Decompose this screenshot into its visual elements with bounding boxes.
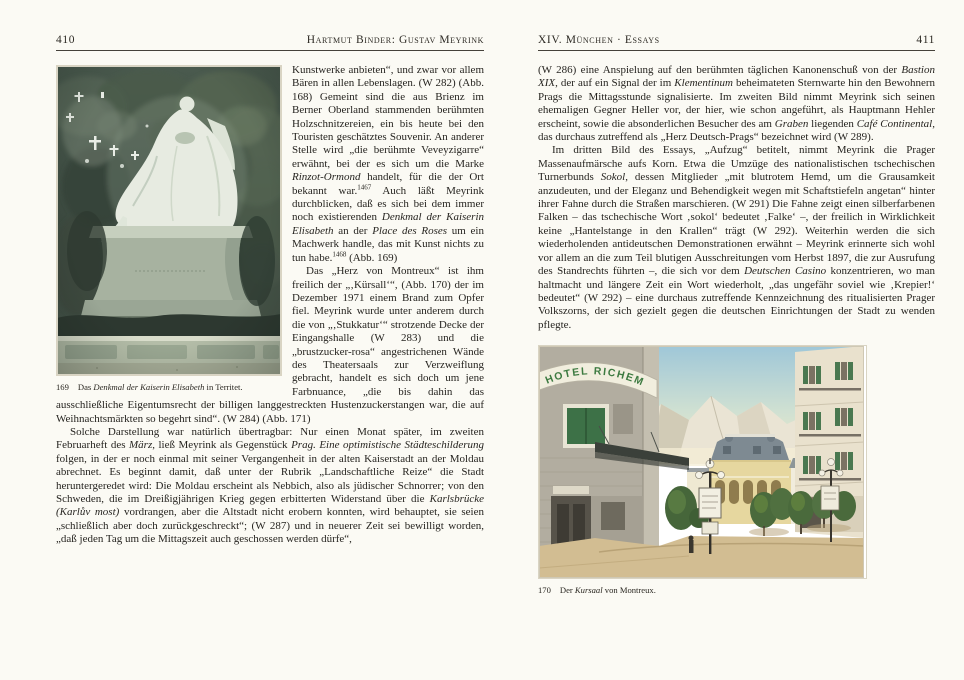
right-paragraph-2: Im dritten Bild des Essays, „Aufzug“ betitelt, nimmt Meyrink die Prager Massenaufmärsche aufs Korn. Etwa die Umzüge des nationalistischen tschechischen Turnerbunds Sokol, dessen Mitglieder „mit blutrotem Hemd, um die Grausamkeit anzudeuten, und der Eleganz und Behendigkeit wegen mit Schaftstiefeln angetan“ hinter ihrer Fahne durch die Straßen marschieren. (W 291) Die Fahne zeigt einen silberfarbenen Falken – das tschechische Wort ‚sokol‘ bedeutet ‚Falke‘ –, der freilich in Wirklichkeit keine „Hantelstange in den Krallen“ trägt (W 292). Weiterhin werden die sich wiederholenden antideutschen Demonstrationen erwähnt – Meyrink erinnerte sich wohl vor allem an die zum Teil blutigen Ausschreitungen vom Herbst 1897, die zur Ausrufung des Standrechts führten –, die sich vor dem Deutschen Casino konzentrieren, wo man haltmacht und längere Zeit ein Wort wiederholt, „das ungefähr soviel wie ‚Krepier!‘ bedeutet“ (W 292) – eine durchaus zutreffende Kennzeichnung des ritualisierten Prager Volkszorns, der sich gezielt gegen die deutschen Einrichtungen der Stadt zu wenden pflegte. — [538, 144, 935, 331]
monument-photo-illustration — [57, 66, 281, 375]
figure-169 — [56, 65, 282, 392]
figure-169-number: 169 — [56, 382, 69, 392]
hotel-sign: HOTEL RICHEM — [543, 365, 647, 389]
left-page-header — [56, 30, 484, 51]
figure-170-caption — [538, 585, 867, 595]
figure-170-number: 170 — [538, 585, 551, 596]
right-page-header — [538, 30, 935, 51]
left-page-number: 410 — [56, 34, 76, 46]
right-page-number: 411 — [916, 34, 935, 46]
figure-170-caption-text: Der Kursaal von Montreux. — [559, 585, 656, 596]
left-paragraph-1: Kunstwerke anbieten“, und zwar vor allem Bären in allen Lebenslagen. (W 282) (Abb. 168) Gemeint sind die aus Brienz im Berner Oberland stammenden berühmten Holzschnitzereien, ein bis heute bei den Touristen geschätztes Souvenir. An anderer Stelle wird „die berühmte Veveyzigarre“ erwähnt, bei der es sich um die Marke Rinzot-Ormond handelt, für die der Ort bekannt war.$^{1467}$ Auch läßt Meyrink durchblicken, daß es sich bei dem immer noch existierenden Denkmal der Kaiserin Elisabeth an der Place des Roses um ein Machwerk handle, das mit Kunst nichts zu tun habe.$^{1468}$ (Abb. 169) — [292, 64, 485, 264]
kursaal-postcard-photo — [538, 345, 867, 579]
figure-170 — [538, 345, 867, 595]
left-page-body — [56, 64, 484, 547]
right-page-body — [538, 64, 935, 595]
left-running-header: Hartmut Binder: Gustav Meyrink — [306, 34, 484, 46]
left-paragraph-2: Das „Herz von Montreux“ ist ihm freilich der „‚Kürsall‘“, (Abb. 170) der im Dezember 1971 einem Brand zum Opfer fiel. Meyrink wurde unter anderem durch die von „‚Stukkatur‘“ strotzende Decke der Eingangshalle (W 283) und die „brustzucker-rosa“ angestrichenen Wände des Theatersaals zur Verzweiflung gebracht, handelt es sich doch um jene Farbnuance, „die bis dahin das ausschließliche Eigentumsrecht der billigen langgestreckten Hustenzuckerstangen war, die auf Weihnachtsmärkten so begehrt sind“. (W 284) (Abb. 171) — [56, 265, 484, 425]
left-paragraph-3: Solche Darstellung war natürlich übertragbar: Nur einen Monat später, im zweiten Februarheft des März, ließ Meyrink als Gegenstück Prag. Eine optimistische Städteschilderung folgen, in der er noch einmal mit seiner Vergangenheit in der alten Kaiserstadt an der Moldau abrechnet. Es beginnt damit, daß unter der Rubrik „Landschaftliche Reize“ die Stadt heruntergeredet wird: Die Moldau erscheint als Nebbich, also als jüdischer Schnorrer; von den Schweden, die im Dreißigjährigen Krieg gegen erbitterten Widerstand über die Karlsbrücke (Karlův most) vordrangen, aber die Altstadt nicht erobern konnten, wird behauptet, sie seien „schließlich aber doch zurückgeschreckt“; (W 287) und in neuerer Zeit sei bewilligt worden, „daß jeden Tag um die Mittagszeit auch geschossen werden dürfe“, — [56, 425, 485, 546]
figure-169-caption-text: Das Denkmal der Kaiserin Elisabeth in Territet. — [77, 382, 243, 392]
left-page — [56, 30, 484, 547]
right-page — [538, 30, 935, 595]
monument-photo — [56, 65, 282, 376]
kursaal-postcard-illustration — [539, 346, 864, 578]
figure-169-caption — [56, 382, 282, 392]
right-running-header: XIV. München · Essays — [538, 34, 660, 46]
right-paragraph-1: (W 286) eine Anspielung auf den berühmten täglichen Kanonenschuß von der Bastion XIX, der auf ein Signal der im Klementinum beheimateten Sternwarte hin den Bewohnern Prags die Mittagsstunde signalisierte. Im zweiten Bild nimmt Meyrink sich seinen ehemaligen Gegner Heller vor, der hier, wie schon angeführt, als Hauptmann Hehler erscheint, sowie die absonderlichen Besucher des am Graben liegenden Café Continental, das durchaus zutreffend als „Herz Deutsch-Prags“ bezeichnet wird (W 289). — [538, 64, 935, 144]
